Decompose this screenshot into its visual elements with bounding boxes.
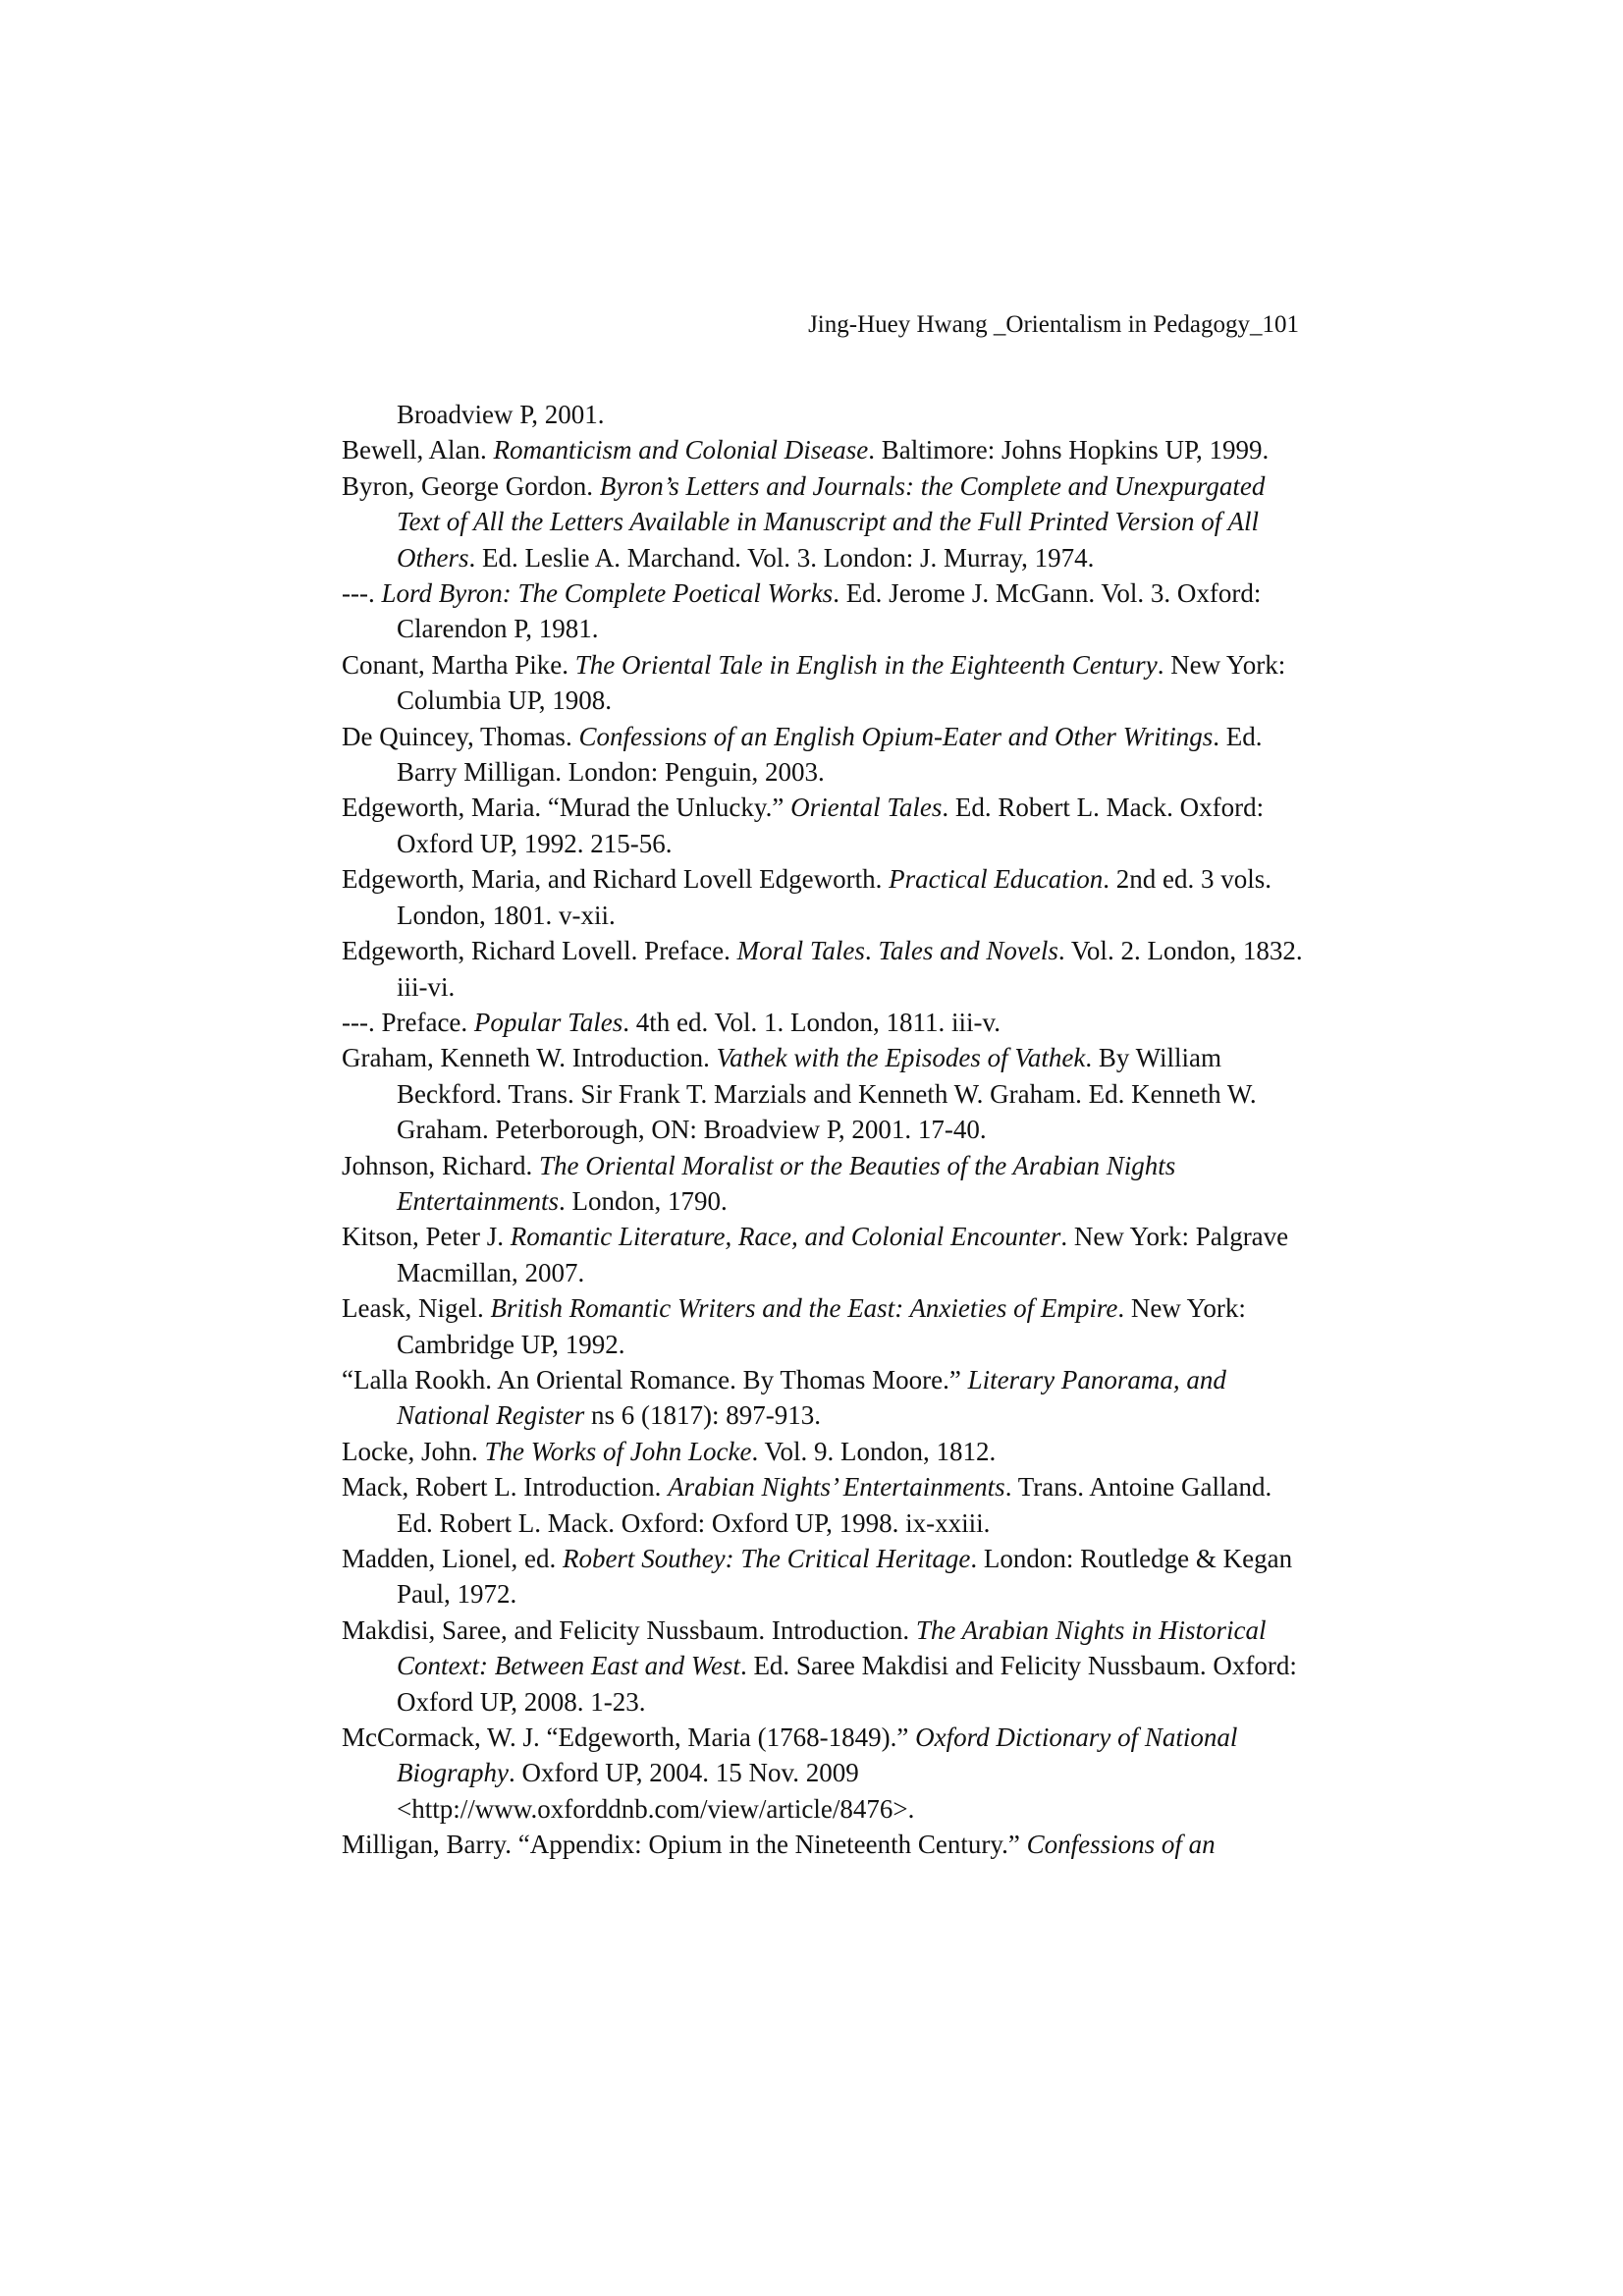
entry-text: . Ed. Saree Makdisi and Felicity Nussbaum. Oxford: Oxford UP, 2008. 1-23. (397, 1651, 1297, 1717)
bibliography-entry (342, 1827, 1309, 1862)
entry-text: Conant, Martha Pike. (342, 649, 575, 680)
entry-text: . New York: Palgrave Macmillan, 2007. (397, 1222, 1289, 1287)
entry-text: . Ed. Leslie A. Marchand. Vol. 3. London: J. Murray, 1974. (468, 542, 1095, 573)
entry-title: Romanticism and Colonial Disease (493, 435, 869, 465)
entry-text: . Trans. Antoine Galland. Ed. Robert L. Mack. Oxford: Oxford UP, 1998. ix-xxiii. (397, 1472, 1272, 1538)
bibliography-entry (342, 432, 1309, 467)
entry-text: . Oxford UP, 2004. 15 Nov. 2009 <http://www.oxforddnb.com/view/article/8476>. (397, 1758, 915, 1824)
entry-text: ---. Preface. (342, 1007, 474, 1037)
entry-text: . New York: Columbia UP, 1908. (397, 649, 1286, 716)
entry-text: Makdisi, Saree, and Felicity Nussbaum. Introduction. (342, 1614, 916, 1645)
entry-text: . Ed. Barry Milligan. London: Penguin, 2003. (397, 721, 1263, 788)
entry-title: The Works of John Locke (484, 1436, 752, 1466)
entry-title: Arabian Nights’ Entertainments (668, 1472, 1005, 1503)
bibliography-entry (342, 1290, 1309, 1362)
entry-text: . New York: Cambridge UP, 1992. (397, 1293, 1246, 1359)
entry-title: The Oriental Moralist or the Beauties of the Arabian Nights Entertainments (397, 1150, 1176, 1216)
bibliography-entry (342, 1613, 1309, 1720)
entry-text: Leask, Nigel. (342, 1293, 491, 1324)
bibliography-entry (342, 1362, 1309, 1434)
entry-title: Confessions of an English Opium-Eater and Other Writings (578, 721, 1214, 751)
entry-title: Robert Southey: The Critical Heritage (562, 1544, 971, 1573)
bibliography-entry (342, 1219, 1309, 1290)
entry-title: Popular Tales (473, 1007, 623, 1037)
entry-text: Graham, Kenneth W. Introduction. (342, 1043, 717, 1073)
entry-text: . (864, 936, 879, 966)
entry-title: Confessions of an (1026, 1830, 1216, 1860)
bibliography-entry (342, 1469, 1309, 1541)
entry-text: . London, 1790. (558, 1185, 728, 1216)
entry-text: Johnson, Richard. (342, 1150, 539, 1180)
entry-title: The Arabian Nights in Historical Context: Between East and West (397, 1614, 1267, 1681)
entry-text: “Lalla Rookh. An Oriental Romance. By Thomas Moore.” (342, 1364, 968, 1394)
entry-text: Byron, George Gordon. (342, 470, 600, 501)
running-header: Jing-Huey Hwang _Orientalism in Pedagogy_101 (808, 311, 1299, 338)
entry-text: Broadview P, 2001. (397, 400, 605, 429)
entry-text: ns 6 (1817): 897-913. (584, 1400, 821, 1431)
entry-text: Edgeworth, Richard Lovell. Preface. (342, 936, 737, 966)
bibliography-entry (342, 1541, 1309, 1613)
entry-text: ---. (342, 578, 382, 609)
bibliography-entry (342, 647, 1309, 719)
entry-text: . 2nd ed. 3 vols. London, 1801. v-xii. (397, 864, 1272, 930)
bibliography-entry (342, 861, 1309, 933)
entry-title: Moral Tales (736, 936, 865, 966)
bibliography-entry (342, 1434, 1309, 1469)
entry-title: Byron’s Letters and Journals: the Complete and Unexpurgated Text of All the Letters Available in Manuscript and the Full Printed Version of All Others (397, 470, 1266, 573)
bibliography-entry (342, 468, 1309, 575)
works-cited-list (342, 397, 1309, 1863)
entry-title: Lord Byron: The Complete Poetical Works (381, 578, 834, 609)
entry-title: Vathek with the Episodes of Vathek (716, 1043, 1086, 1073)
bibliography-entry (342, 575, 1309, 647)
entry-text: . By William Beckford. Trans. Sir Frank T. Marzials and Kenneth W. Graham. Ed. Kenneth W. Graham. Peterborough, ON: Broadview P, 2001. 17-40. (397, 1043, 1257, 1145)
entry-text: Locke, John. (342, 1436, 485, 1466)
entry-title: Oxford Dictionary of National Biography (397, 1722, 1238, 1788)
bibliography-entry (342, 1040, 1309, 1147)
bibliography-entry (342, 790, 1309, 861)
entry-title: Literary Panorama, and National Register (397, 1364, 1226, 1431)
entry-text: Milligan, Barry. “Appendix: Opium in the Nineteenth Century.” (342, 1830, 1027, 1860)
entry-title: British Romantic Writers and the East: Anxieties of Empire (490, 1293, 1118, 1324)
entry-title: Romantic Literature, Race, and Colonial Encounter (510, 1222, 1061, 1252)
entry-text: Edgeworth, Maria, and Richard Lovell Edgeworth. (342, 864, 890, 895)
entry-text: . Vol. 9. London, 1812. (751, 1436, 997, 1466)
bibliography-entry (342, 1720, 1309, 1827)
entry-text: Edgeworth, Maria. “Murad the Unlucky.” (342, 793, 791, 823)
entry-text: Madden, Lionel, ed. (342, 1544, 563, 1573)
entry-title: The Oriental Tale in English in the Eighteenth Century (574, 649, 1158, 680)
bibliography-entry (342, 397, 1309, 432)
entry-text: . Baltimore: Johns Hopkins UP, 1999. (868, 435, 1270, 465)
entry-text: . Ed. Robert L. Mack. Oxford: Oxford UP, 1992. 215-56. (397, 793, 1265, 858)
entry-text: . London: Routledge & Kegan Paul, 1972. (397, 1544, 1293, 1610)
entry-title: Tales and Novels (878, 936, 1058, 966)
entry-text: De Quincey, Thomas. (342, 721, 579, 751)
bibliography-entry (342, 1148, 1309, 1220)
entry-title: Oriental Tales (790, 793, 943, 823)
entry-text: Kitson, Peter J. (342, 1222, 511, 1252)
entry-title: Practical Education (889, 864, 1104, 895)
entry-text: Mack, Robert L. Introduction. (342, 1472, 669, 1503)
entry-text: Bewell, Alan. (342, 435, 494, 465)
bibliography-entry (342, 1005, 1309, 1040)
entry-text: . Vol. 2. London, 1832. iii-vi. (397, 936, 1303, 1002)
bibliography-entry (342, 933, 1309, 1005)
entry-text: . 4th ed. Vol. 1. London, 1811. iii-v. (622, 1007, 1001, 1037)
entry-text: McCormack, W. J. “Edgeworth, Maria (1768-1849).” (342, 1722, 916, 1753)
entry-text: . Ed. Jerome J. McGann. Vol. 3. Oxford: Clarendon P, 1981. (397, 578, 1262, 644)
bibliography-entry (342, 719, 1309, 791)
